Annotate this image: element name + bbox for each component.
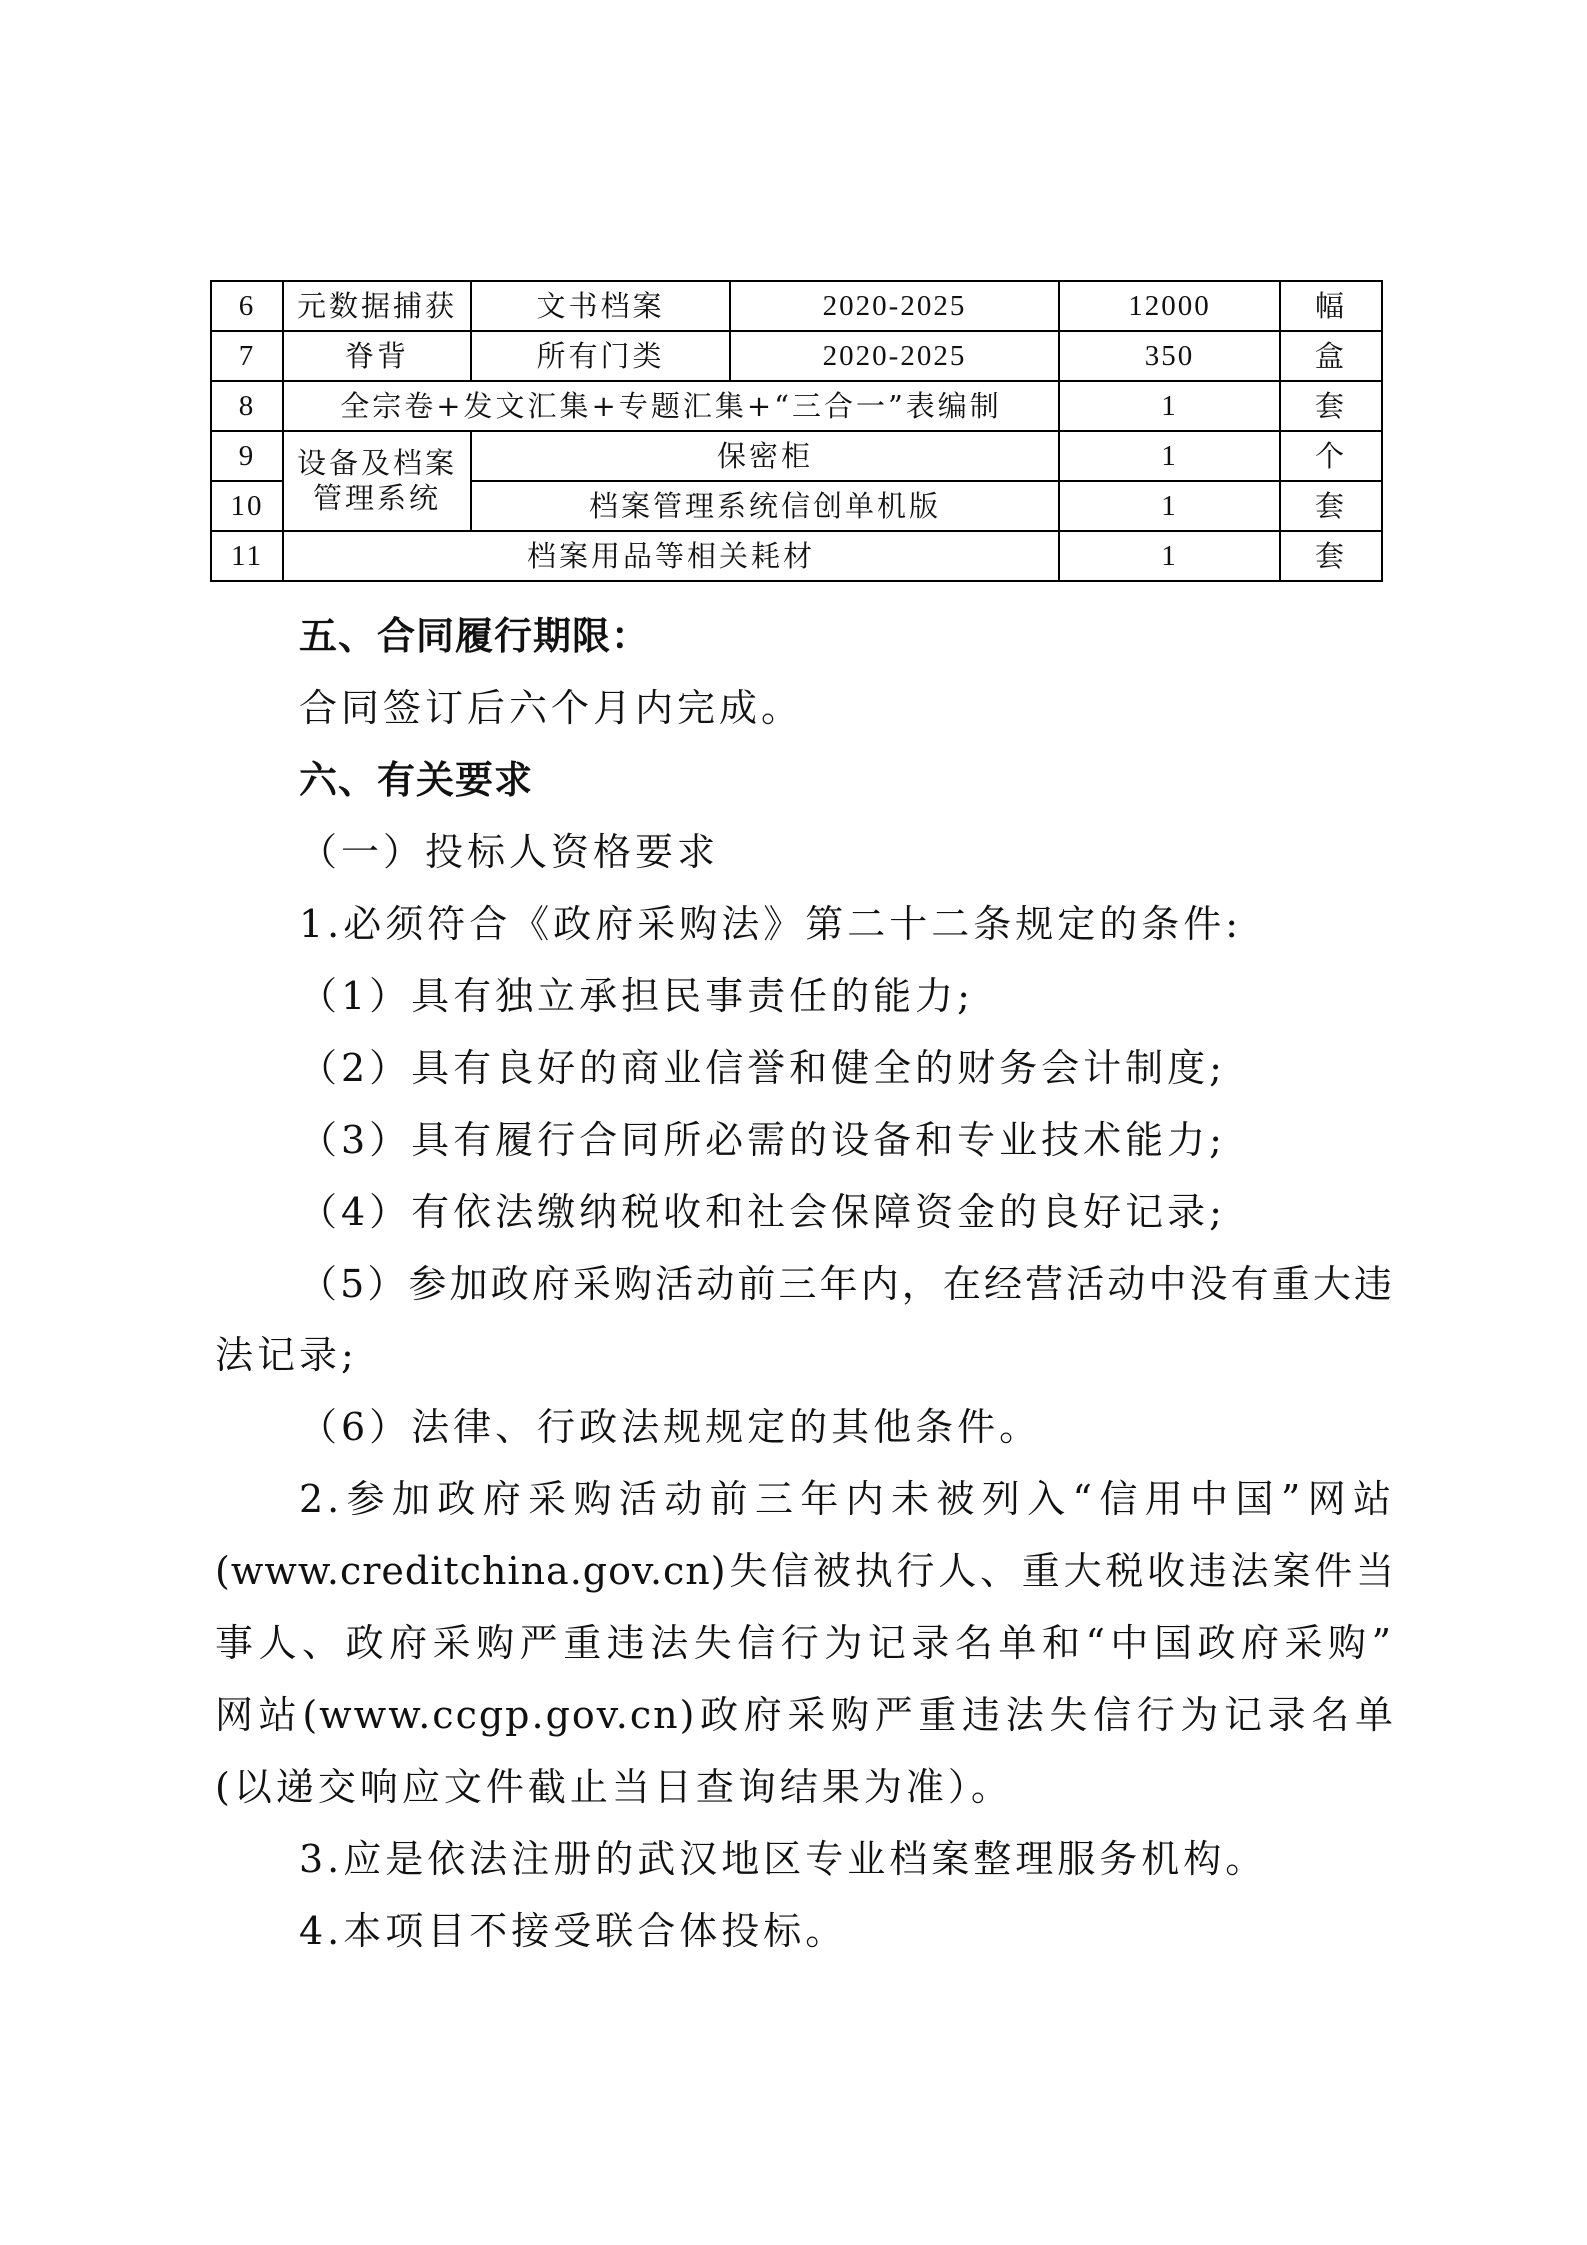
- table-row: [211, 531, 1382, 581]
- subsection-heading: （一）投标人资格要求: [299, 830, 720, 874]
- requirement-2-line2: (www.creditchina.gov.cn)失信被执行人、重大税收违法案件当: [215, 1549, 1395, 1593]
- row-number: 7: [211, 331, 283, 381]
- item-scope: 文书档案: [471, 281, 730, 331]
- row-number: 11: [211, 531, 283, 581]
- item-name: 脊背: [283, 331, 471, 381]
- item-unit: 盒: [1280, 331, 1382, 381]
- requirement-2-line5: (以递交响应文件截止当日查询结果为准）。: [215, 1765, 1013, 1809]
- condition-6: （6）法律、行政法规规定的其他条件。: [299, 1405, 1042, 1449]
- item-description: 全宗卷+发文汇集+专题汇集+“三合一”表编制: [283, 381, 1059, 431]
- item-quantity: 350: [1059, 331, 1280, 381]
- row-number: 8: [211, 381, 283, 431]
- item-quantity: 1: [1059, 431, 1280, 481]
- table-row: [211, 381, 1382, 431]
- item-quantity: 1: [1059, 381, 1280, 431]
- item-scope: 所有门类: [471, 331, 730, 381]
- condition-3: （3）具有履行合同所必需的设备和专业技术能力;: [299, 1118, 1226, 1162]
- requirement-2-line1: 2.参加政府采购活动前三年内未被列入“信用中国”网站: [299, 1477, 1395, 1521]
- row-number: 9: [211, 431, 283, 481]
- item-quantity: 12000: [1059, 281, 1280, 331]
- item-unit: 幅: [1280, 281, 1382, 331]
- section5-heading: 五、合同履行期限：: [299, 614, 651, 658]
- item-group-line1: 设备及档案: [296, 446, 457, 481]
- item-unit: 个: [1280, 431, 1382, 481]
- item-group-line2: 管理系统: [312, 481, 441, 515]
- section6-heading: 六、有关要求: [299, 758, 534, 802]
- item-quantity: 1: [1059, 531, 1280, 581]
- table-row: [211, 281, 1382, 331]
- row-number: 6: [211, 281, 283, 331]
- requirement-2-line3: 事人、政府采购严重违法失信行为记录名单和“中国政府采购”: [215, 1621, 1395, 1665]
- requirement-4: 4.本项目不接受联合体投标。: [299, 1909, 848, 1953]
- item-name: 元数据捕获: [283, 281, 471, 331]
- condition-4: （4）有依法缴纳税收和社会保障资金的良好记录;: [299, 1190, 1226, 1234]
- section5-text: 合同签订后六个月内完成。: [299, 686, 804, 730]
- item-years: 2020-2025: [730, 331, 1059, 381]
- table-row: [211, 431, 1382, 481]
- row-number: 10: [211, 481, 283, 531]
- item-quantity: 1: [1059, 481, 1280, 531]
- condition-1: （1）具有独立承担民事责任的能力;: [299, 974, 974, 1018]
- condition-5-line1: （5）参加政府采购活动前三年内，在经营活动中没有重大违: [299, 1262, 1395, 1306]
- item-description: 档案管理系统信创单机版: [471, 481, 1059, 531]
- item-unit: 套: [1280, 531, 1382, 581]
- requirement-2-line4: 网站(www.ccgp.gov.cn)政府采购严重违法失信行为记录名单: [215, 1693, 1395, 1737]
- condition-2: （2）具有良好的商业信誉和健全的财务会计制度;: [299, 1046, 1226, 1090]
- item-years: 2020-2025: [730, 281, 1059, 331]
- requirement-3: 3.应是依法注册的武汉地区专业档案整理服务机构。: [299, 1837, 1268, 1881]
- item-description: 档案用品等相关耗材: [283, 531, 1059, 581]
- items-table: [210, 280, 1383, 582]
- item-group: [283, 431, 471, 531]
- table-row: [211, 331, 1382, 381]
- requirement-1: 1.必须符合《政府采购法》第二十二条规定的条件:: [299, 902, 1243, 946]
- item-description: 保密柜: [471, 431, 1059, 481]
- item-unit: 套: [1280, 481, 1382, 531]
- condition-5-line2: 法记录;: [215, 1333, 358, 1377]
- item-unit: 套: [1280, 381, 1382, 431]
